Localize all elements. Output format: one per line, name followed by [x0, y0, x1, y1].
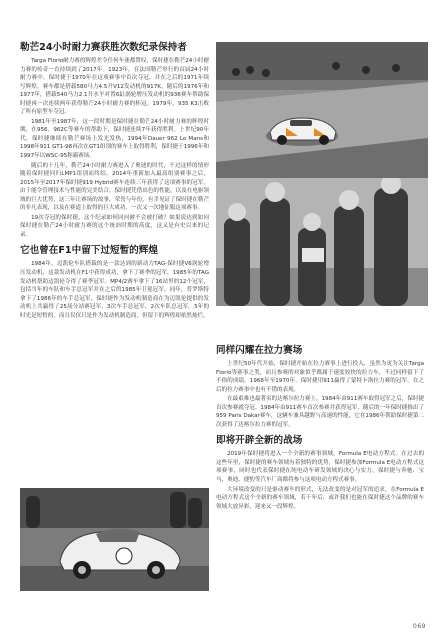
section-paragraph: 1984年，迈凯伦车队搭载的是一款达到的新动力TAG-保时捷V6涡轮增压发动机，这款发动机在F1中获得成功，拿下了赛季的冠军，1985年的TAG发动机帮助迈凯伦夺得了赛季冠军。MP4/2赛车拿下了16站里的12个冠军，包括当年的车队和车手总冠军并在之后的1985年卫冕冠军。同年，普罗斯特拿下了1986年的车手总冠军，保时捷作为发动机制造商在为迈凯伦提供的发动机上共赢得了25场分站赛冠军、3次车手总冠军，2次车队总冠军。5年的时光是短暂的，而且仅仅只是作为发动机制造商，但留下的辉煌却依然灿烂。 — [20, 261, 209, 319]
page-number: 069 — [413, 623, 426, 630]
section-title-f1: 它也曾在F1中留下过短暂的辉煌 — [20, 245, 158, 257]
right-column — [216, 345, 424, 512]
left-column — [20, 42, 209, 321]
section-paragraph: 在最艰难也最著名的达喀尔拉力赛上，1984年由911赛车取得冠军之后，保时捷首次参赛就夺冠。1984年由911赛车首次参赛并获得冠军，随后的一年保时捷推出了959 Paris Dakar赛车，这辆车兼具越野与高速的性能，它在1986年帮助保时捷第二次获得了达喀尔拉力赛的冠军。 — [216, 396, 424, 428]
classic-race-car-photo — [20, 488, 209, 591]
article-paragraph: 19次夺冠的保时捷，这个纪录如何同向被不会被打破？如果说达到如同保时捷在勒芒24小时耐力赛的这个统治时期的高度，这又是有史以来的记录。 — [20, 214, 209, 238]
section-paragraph: 大环境改变的只是驱动赛车的形式，无法改变的是对冠军的追求。在Formula E电动方程式这个全新的赛车领域，若干年后，或许我们也能在保时捷这个品牌的赛车领域大放异彩，迎来又一段辉煌。 — [216, 486, 424, 510]
section-paragraph: 2019年保时捷将进入一个全新的赛事领域，Formula E电动方程式。在过去的这些年里，保时捷的赛车领域有着独特的优势，保时捷参加Formula E电动方程式这项赛事，同时也代表保时捷在纯电动车研发领域的决心与实力，保时捷与奔驰、宝马、奥迪、捷豹等汽车厂商都将参与这项电动方程式赛事。 — [216, 451, 424, 484]
crowd-photo — [216, 178, 428, 306]
article-paragraph: 1981年至1987年，这一段时期是保时捷在勒芒24小时耐力赛的辉煌时期，在956、962C等赛车的帮助下，保时捷连续7年获得胜利。上世纪90年代，保时捷继续在勒芒赛场上发光发热，1994年Dauer 962 Le Mans和1998年911 GT1-98再次在GT1组别的赛车上取得胜利，保时捷于1996年和1997年以WSC-95称霸赛场。 — [20, 118, 209, 160]
article-title: 勒芒24小时耐力赛获胜次数纪录保持者 — [20, 42, 187, 53]
section-title-rally: 同样闪耀在拉力赛场 — [216, 345, 303, 356]
race-car-photo — [216, 42, 428, 178]
section-title-formula-e: 即将开辟全新的战场 — [216, 435, 303, 447]
section-paragraph: 上世纪50年代开始，保时捷开始在拉力赛事上进行投入，虽然为更为关注Targa Florio等赛事之类，而且参赛的对象似乎都属于速度较快的拉力车，不过同样留下了不俗的成绩。1968年至1970年，保时捷用911赢得了蒙特卡洛拉力赛的冠军，在之后的拉力赛事中也有不错的表现。 — [216, 361, 424, 393]
article-paragraph: 随后的十几年，勒芒24小时耐力赛进入了奥迪的时代，不过这样的情形随着保时捷回归LMP1组别而终结。2014年重新加入最高组别赛事之后，2015年至2017年保时捷919 Hybrid赛车连续三年获得了这项赛事的冠军。由于能令管理技术与性能的完美结合，保时捷凭借出色的性能，以及在电驱领域的巨大优势，这三年让赛场的故事，荣誉与年份，有幸见证了保时捷在勒芒的非凡表现，以及在赛道上取得的巨大成功，一次又一次地征服这项赛事。 — [20, 162, 209, 212]
article-paragraph: Targa Florio耐力赛的辉煌差令任何车迷都赞叹，保时捷在勒芒24小时耐力赛的传奇一直持续到了2017年。1923年，在法国勒芒举行的首届24小时耐力赛中，保时捷于1970年在这项赛事中首次夺冠，并在之后的1971年续写辉煌，赛车都是搭载580马力4.5升V12发动机的917K。随后的1976年和1977年，搭载540马力2.1升水平对置6缸涡轮增压发动机的936赛车帮助保时捷再一次连续两年获得勒芒24小时耐力赛的桂冠。1979年，935 K3击败了所有原型车夺冠。 — [20, 58, 209, 116]
